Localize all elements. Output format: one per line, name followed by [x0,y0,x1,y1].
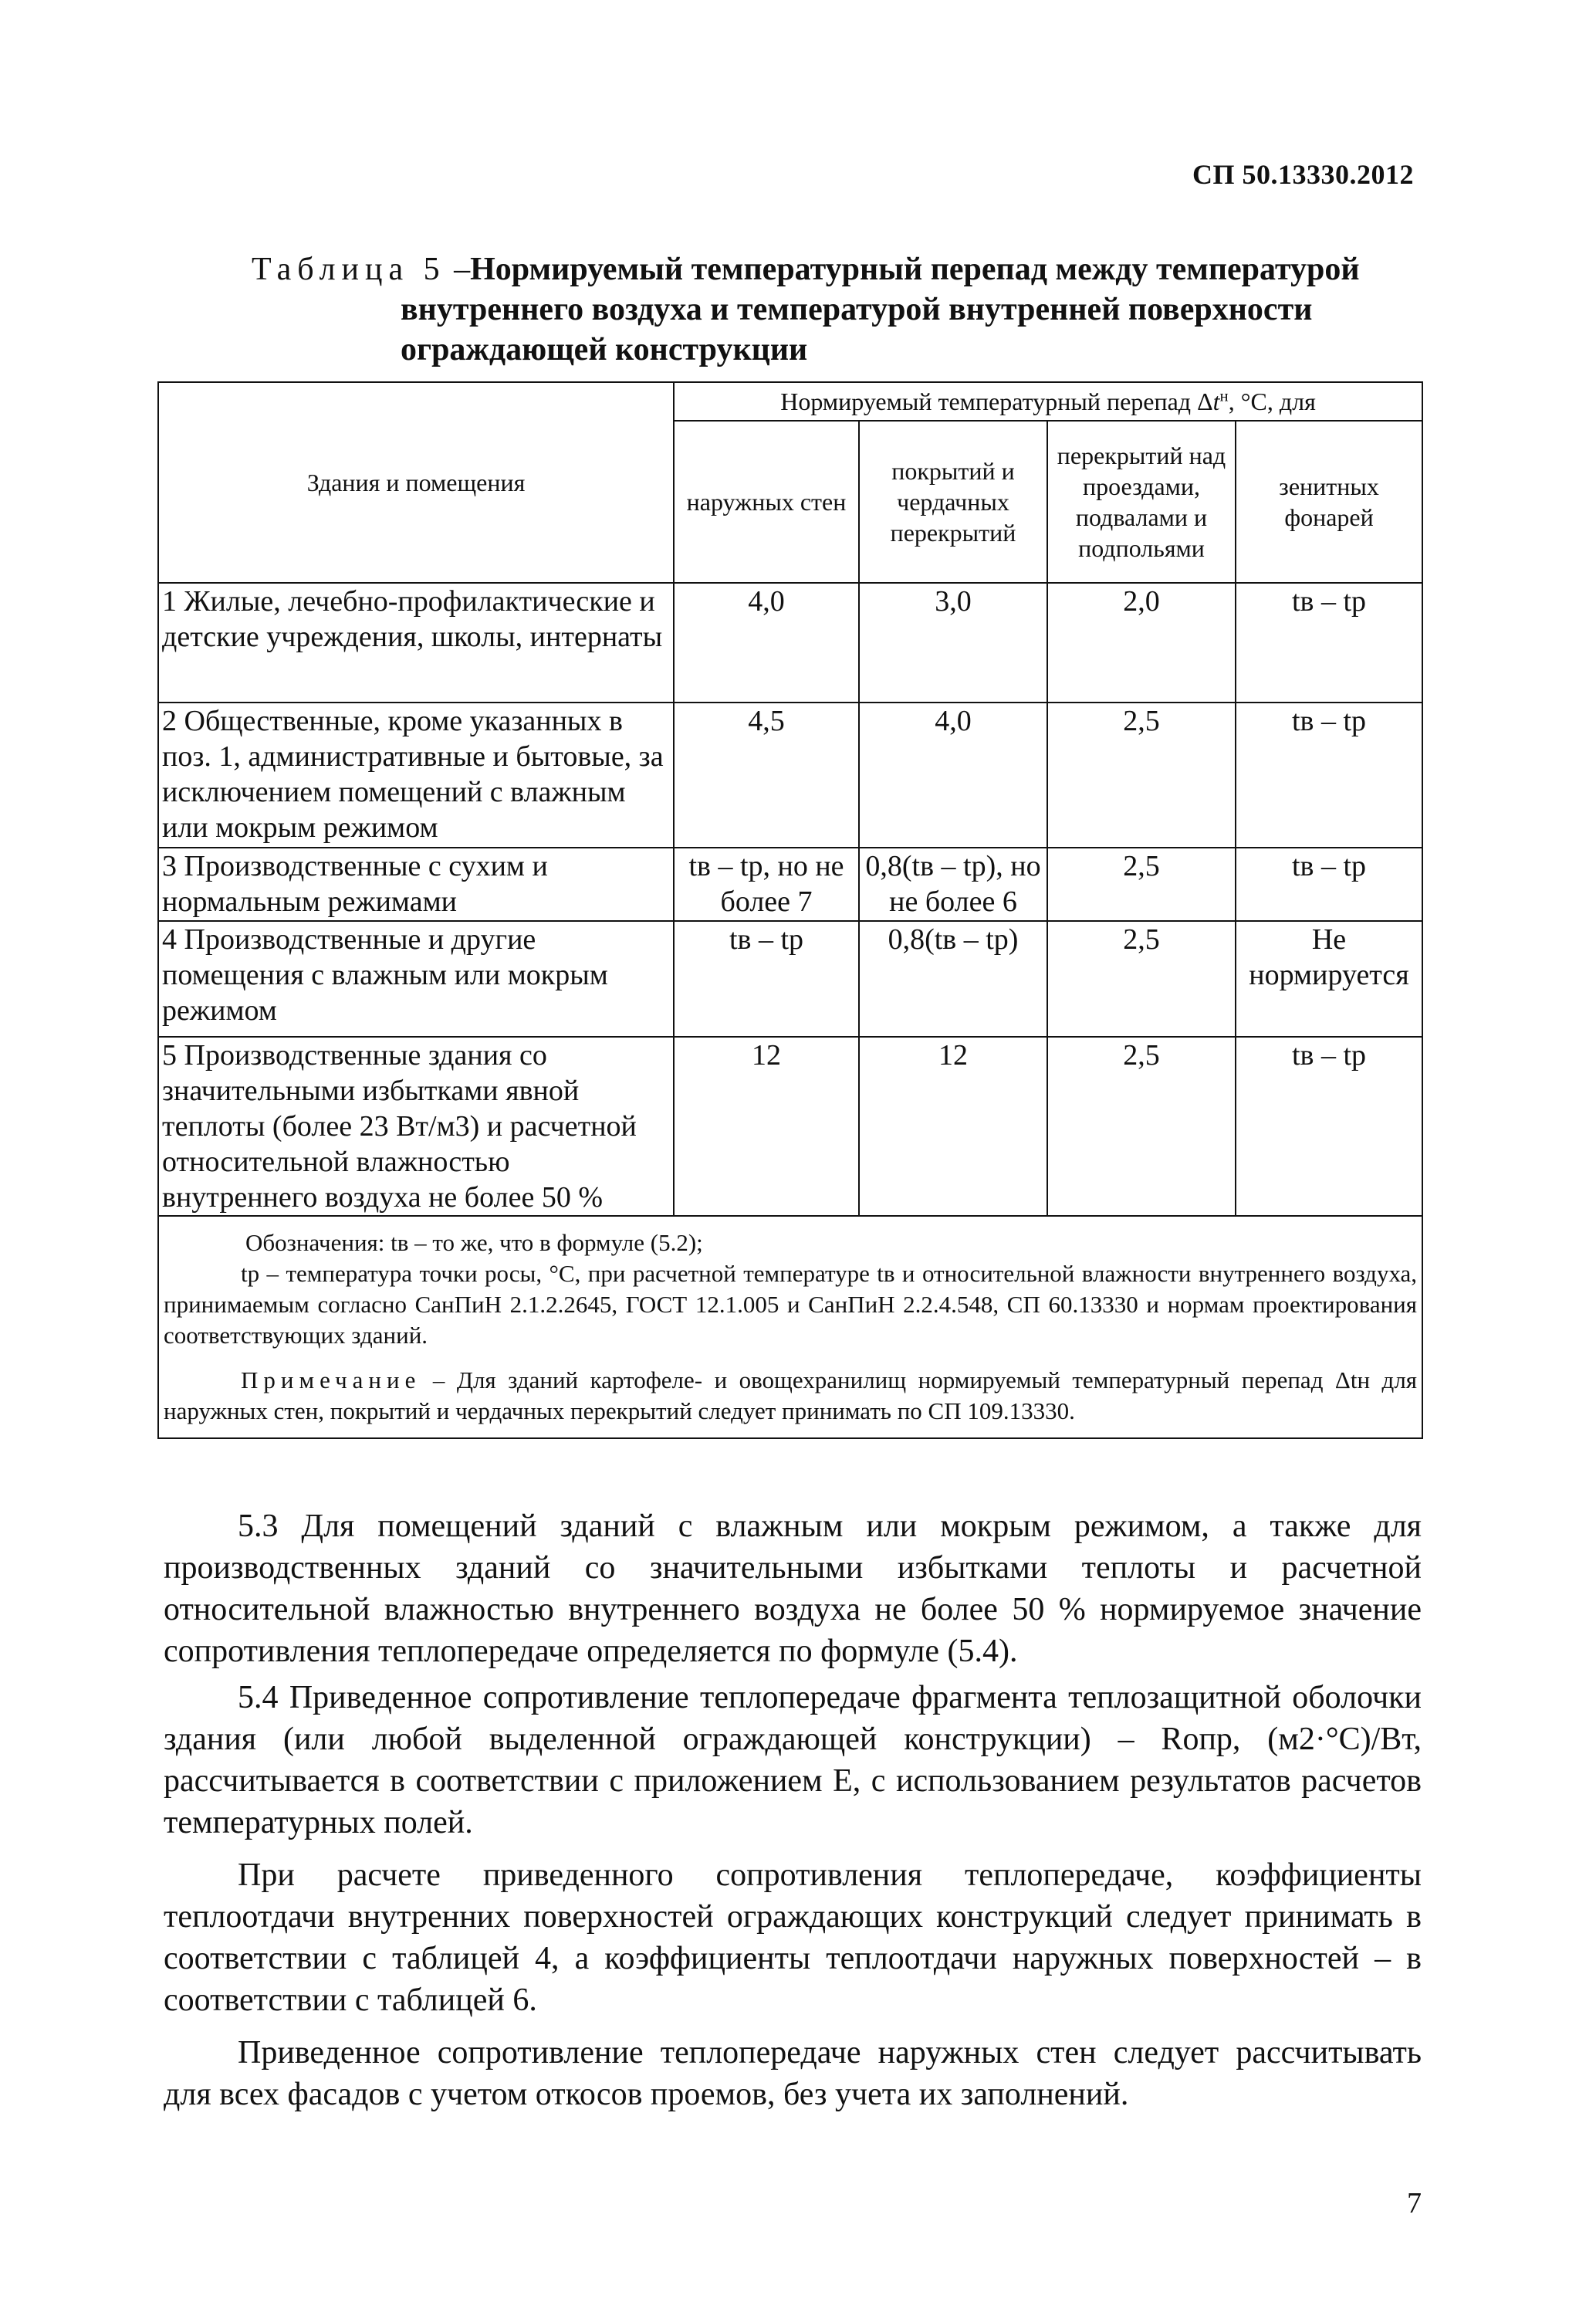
table-row [158,848,1422,921]
row-value: tв – tр [1236,703,1422,848]
row-value: 2,5 [1047,1037,1236,1216]
notes-dewpoint: tр – температура точки росы, °С, при расчетной температуре tв и относительной влажности внутреннего воздуха, принимаемым согласно СанПиН 2.1.2.2645, ГОСТ 12.1.005 и СанПиН 2.2.4.548, СП 60.13330 и нормам проектирования соответствующих зданий. [164,1260,1418,1349]
header-norm-group: Нормируемый температурный перепад $\Delta t^н$, °С, для [674,382,1422,421]
row-value: 2,5 [1047,921,1236,1037]
row-value: 0,8(tв – tр), но не более 6 [859,848,1047,921]
document-code: СП 50.13330.2012 [1192,159,1414,190]
row-value: 4,5 [674,703,859,848]
paragraph-5-4: 5.4 Приведенное сопротивление теплопередаче фрагмента теплозащитной оболочки здания (или любой выделенной ограждающей конструкции) – Rопр, (м2·°С)/Вт, рассчитывается в соответствии с приложением Е, с использованием результатов расчетов температурных полей. [164,1680,1422,1840]
table-row [158,921,1422,1037]
table-notes [158,1216,1422,1438]
table-row [158,583,1422,703]
row-value: tв – tр [1236,848,1422,921]
page-number: 7 [1407,2187,1422,2220]
row-name: 1 Жилые, лечебно-профилактические и детские учреждения, школы, интернаты [158,583,674,703]
row-value: Не нормируется [1236,921,1422,1037]
notes-designations: Обозначения: tв – то же, что в формуле (5.2); [245,1229,703,1256]
header-col-roofs: покрытий и чердачных перекрытий [859,421,1047,583]
row-value: tв – tр [674,921,859,1037]
notes-remark: Примечание – Для зданий картофеле- и овощехранилищ нормируемый температурный перепад Δtн для наружных стен, покрытий и чердачных перекрытий следует принимать по СП 109.13330. [164,1366,1418,1424]
caption-label: Таблица 5 – [252,252,471,287]
row-value: 2,0 [1047,583,1236,703]
body-text [164,1505,1422,2120]
row-value: tв – tр [1236,1037,1422,1216]
caption-title-line2: внутреннего воздуха и температурой внутренней поверхности [401,292,1313,327]
row-value: 4,0 [859,703,1047,848]
table-row [158,1037,1422,1216]
header-buildings: Здания и помещения [158,382,674,583]
notes-row [158,1216,1422,1438]
row-value: tв – tр [1236,583,1422,703]
row-name: 3 Производственные с сухим и нормальным режимами [158,848,674,921]
row-name: 5 Производственные здания со значительными избытками явной теплоты (более 23 Вт/м3) и расчетной относительной влажностью внутреннего воздуха не более 50 % [158,1037,674,1216]
norm-temperature-table [157,381,1423,1439]
row-value: 3,0 [859,583,1047,703]
row-value: 2,5 [1047,703,1236,848]
row-name: 4 Производственные и другие помещения с влажным или мокрым режимом [158,921,674,1037]
row-value: 12 [859,1037,1047,1216]
row-value: 4,0 [674,583,859,703]
paragraph-5-3: 5.3 Для помещений зданий с влажным или мокрым режимом, а также для производственных зданий со значительными избытками теплоты и расчетной относительной влажностью внутреннего воздуха не более 50 % нормируемое значение сопротивления теплопередаче определяется по формуле (5.4). [164,1508,1422,1669]
header-col-floors: перекрытий над проездами, подвалами и подпольями [1047,421,1236,583]
header-col-skylights: зенитных фонарей [1236,421,1422,583]
header-col-walls: наружных стен [674,421,859,583]
row-value: 0,8(tв – tр) [859,921,1047,1037]
caption-title-line3: ограждающей конструкции [401,332,808,367]
row-value: 12 [674,1037,859,1216]
table-caption [252,249,1422,370]
row-name: 2 Общественные, кроме указанных в поз. 1, административные и бытовые, за исключением помещений с влажным или мокрым режимом [158,703,674,848]
table-row [158,703,1422,848]
row-value: tв – tр, но не более 7 [674,848,859,921]
paragraph-walls: Приведенное сопротивление теплопередаче наружных стен следует рассчитывать для всех фасадов с учетом откосов проемов, без учета их заполнений. [164,2035,1422,2112]
caption-title-line1: Нормируемый температурный перепад между температурой [470,252,1360,287]
paragraph-calc: При расчете приведенного сопротивления теплопередаче, коэффициенты теплоотдачи внутренних поверхностей ограждающих конструкций следует принимать в соответствии с таблицей 4, а коэффициенты теплоотдачи наружных поверхностей – в соответствии с таблицей 6. [164,1857,1422,2018]
row-value: 2,5 [1047,848,1236,921]
